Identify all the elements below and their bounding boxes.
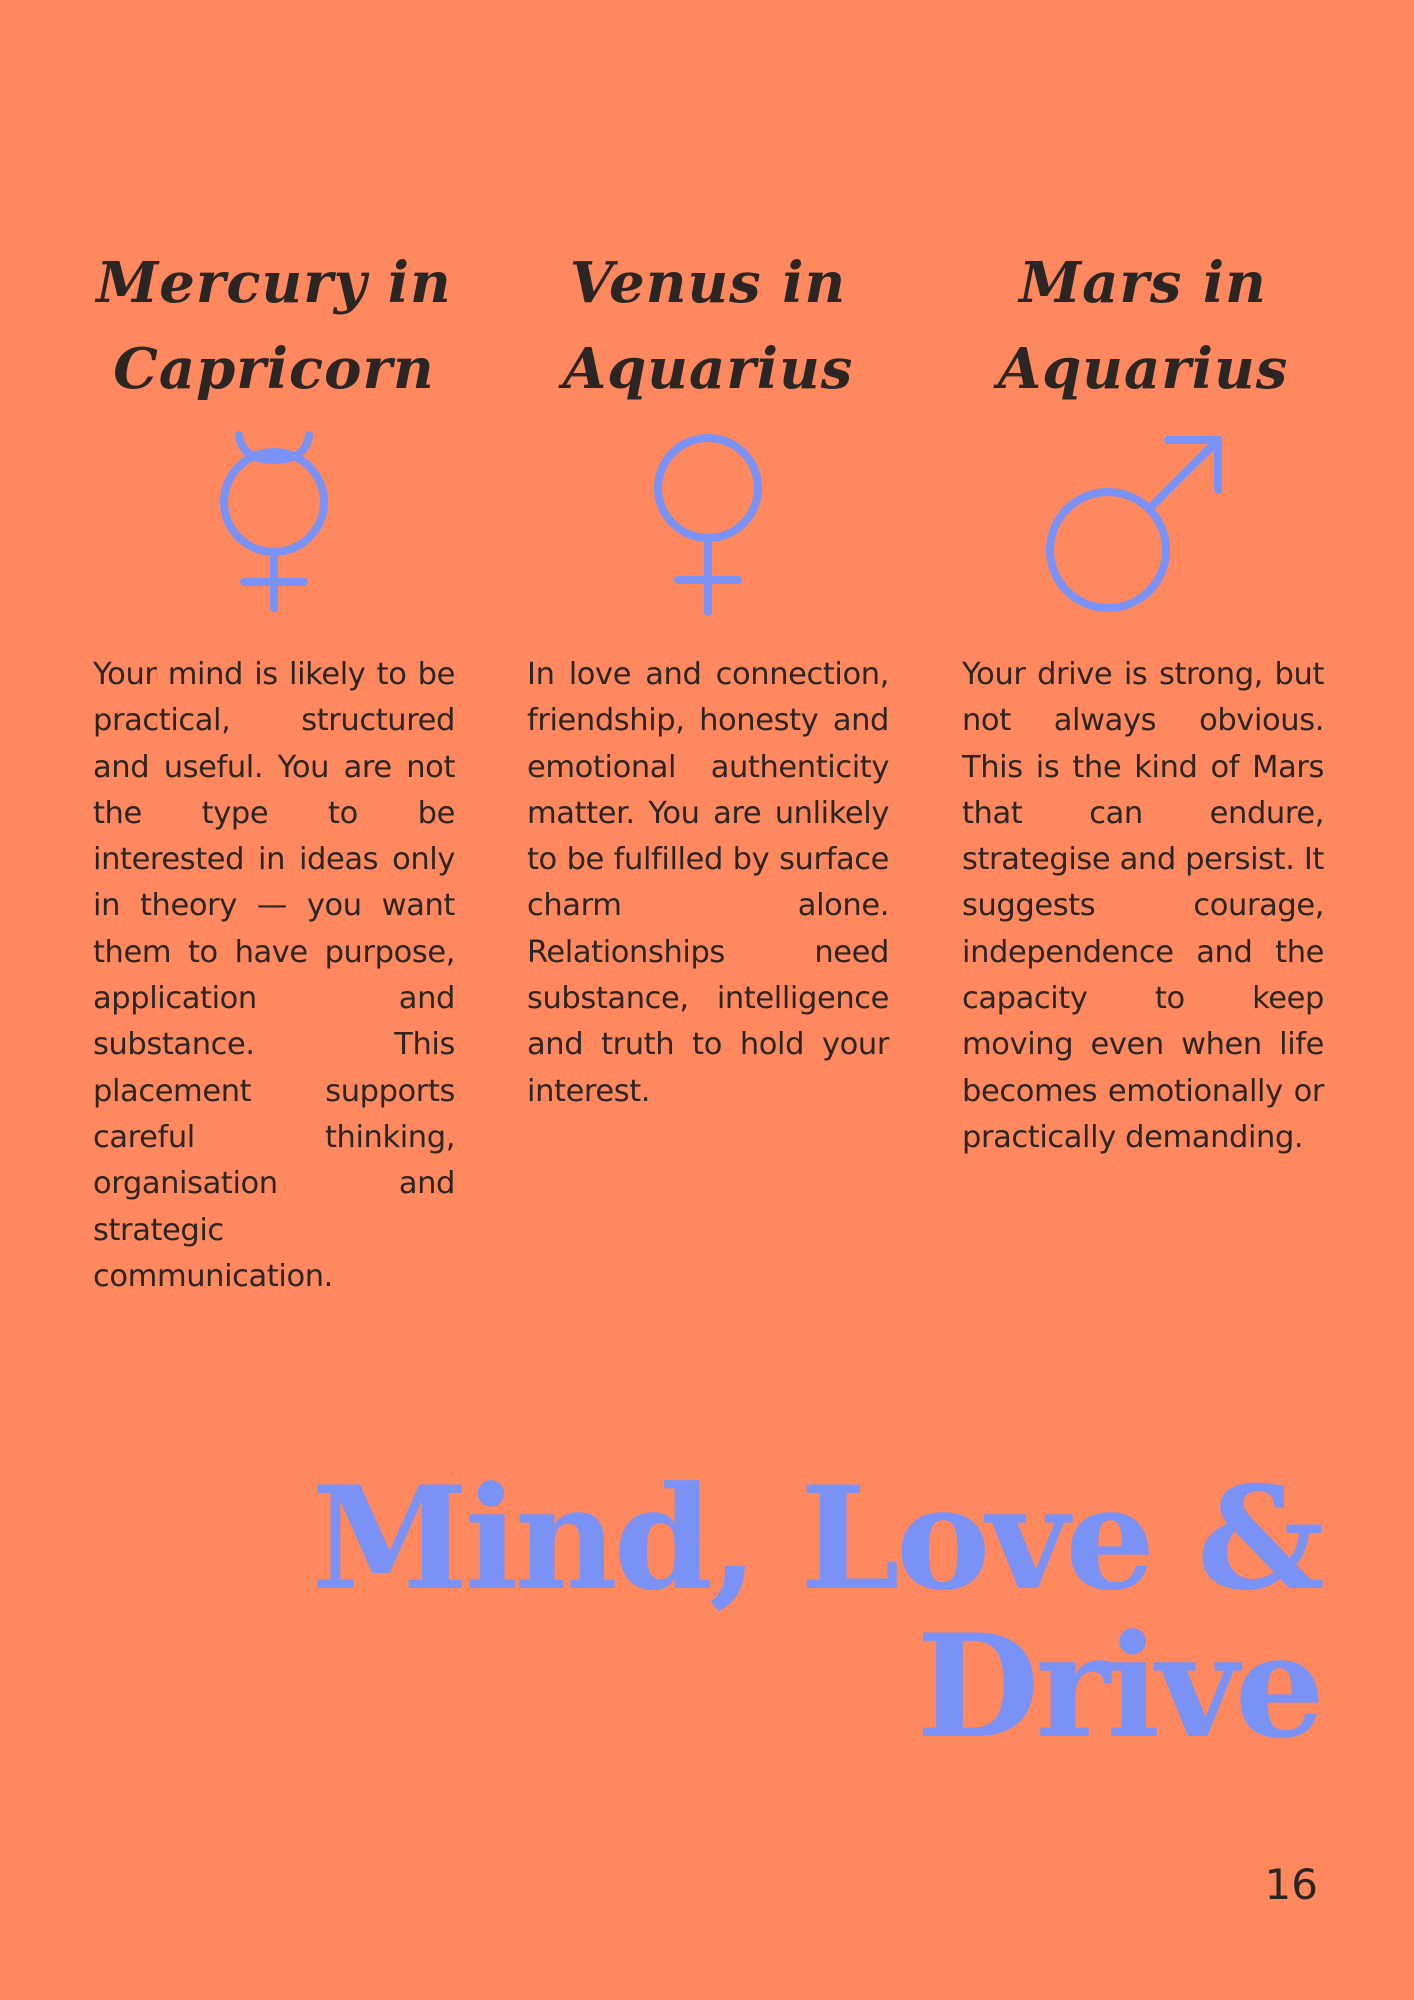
venus-icon xyxy=(648,430,768,620)
glyph-container xyxy=(962,430,1324,630)
placement-title-mars: Mars in Aquarius xyxy=(997,250,1289,402)
placement-body-venus: In love and connection, friendship, honesty and emotional authenticity matter. You are unlikely to be fulfilled by surface charm alone. Relationships need substance, intelligence and truth to hold your interest. xyxy=(527,657,889,1109)
glyph-container xyxy=(527,430,889,630)
placement-title-venus: Venus in Aquarius xyxy=(562,250,854,402)
placement-mars xyxy=(962,240,1324,1161)
glyph-container xyxy=(93,430,455,630)
placement-body-mercury: Your mind is likely to be practical, structured and useful. You are not the type to be interested in ideas only in theory — you want them to have purpose, application and substance. This placement supports careful thinking, organisation and strategic communication. xyxy=(93,657,455,1294)
placement-venus xyxy=(527,240,889,1115)
placement-title-mercury: Mercury in Capricorn xyxy=(96,250,452,402)
section-title-line-2: Drive xyxy=(916,1604,1321,1770)
section-title xyxy=(311,1456,1321,1770)
mars-icon xyxy=(1043,430,1243,620)
placement-body-mars: Your drive is strong, but not always obvious. This is the kind of Mars that can endure, strategise and persist. It suggests courage, independence and the capacity to keep moving even when life becomes emotionally or practically demanding. xyxy=(962,657,1324,1155)
mercury-icon xyxy=(214,430,334,620)
page-number: 16 xyxy=(1264,1860,1318,1909)
placement-mercury xyxy=(93,240,455,1300)
section-title-line-1: Mind, Love & xyxy=(311,1456,1321,1622)
